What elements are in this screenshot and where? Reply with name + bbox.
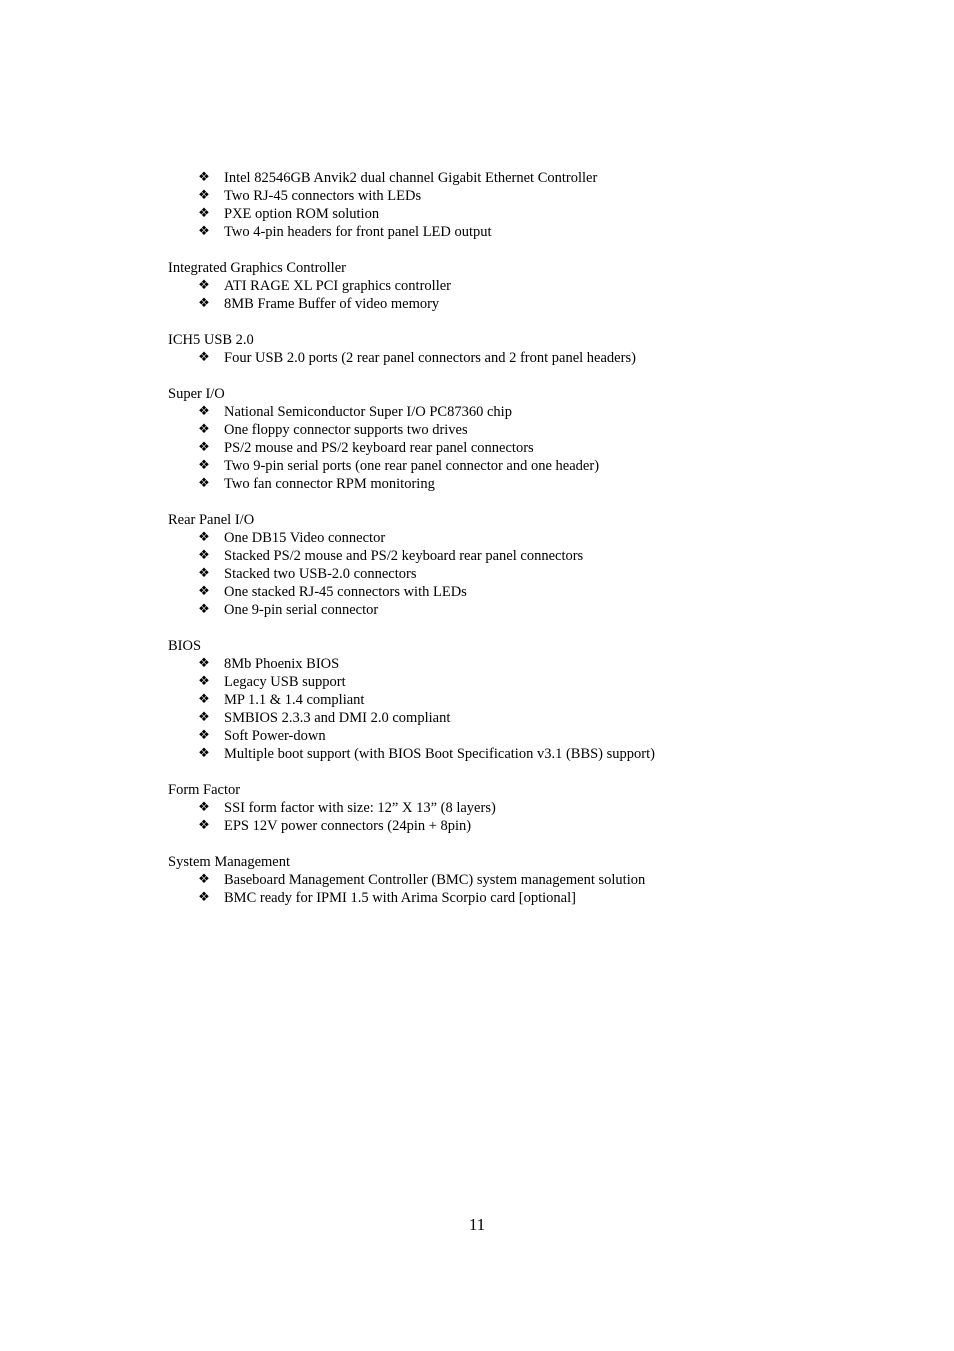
list-item bbox=[168, 529, 788, 547]
diamond-bullet-icon: ❖ bbox=[198, 224, 210, 239]
list-item-text: BMC ready for IPMI 1.5 with Arima Scorpio card [optional] bbox=[224, 890, 576, 906]
section-bios bbox=[168, 637, 788, 763]
list-item bbox=[168, 547, 788, 565]
list-item bbox=[168, 295, 788, 313]
diamond-bullet-icon: ❖ bbox=[198, 188, 210, 203]
list-item bbox=[168, 349, 788, 367]
list-item bbox=[168, 601, 788, 619]
diamond-bullet-icon: ❖ bbox=[198, 422, 210, 437]
diamond-bullet-icon: ❖ bbox=[198, 458, 210, 473]
list-item bbox=[168, 817, 788, 835]
page-number: 11 bbox=[468, 1215, 486, 1234]
list-item bbox=[168, 655, 788, 673]
list-item bbox=[168, 673, 788, 691]
list-item-text: Two 4-pin headers for front panel LED output bbox=[224, 224, 492, 240]
diamond-bullet-icon: ❖ bbox=[198, 476, 210, 491]
list-item-text: SSI form factor with size: 12” X 13” (8 layers) bbox=[224, 800, 496, 816]
list-item-text: EPS 12V power connectors (24pin + 8pin) bbox=[224, 818, 472, 834]
list-item-text: Stacked two USB-2.0 connectors bbox=[224, 566, 417, 582]
section-system-management bbox=[168, 853, 788, 907]
list-item bbox=[168, 475, 788, 493]
diamond-bullet-icon: ❖ bbox=[198, 800, 210, 815]
list-item-text: Two 9-pin serial ports (one rear panel connector and one header) bbox=[224, 458, 600, 474]
list-item bbox=[168, 169, 788, 187]
list-item-text: PS/2 mouse and PS/2 keyboard rear panel connectors bbox=[224, 440, 534, 456]
list-item-text: SMBIOS 2.3.3 and DMI 2.0 compliant bbox=[224, 710, 451, 726]
list-item-text: 8Mb Phoenix BIOS bbox=[224, 656, 340, 672]
list-item-text: Four USB 2.0 ports (2 rear panel connectors and 2 front panel headers) bbox=[224, 350, 636, 366]
list-item bbox=[168, 709, 788, 727]
list-item-text: One DB15 Video connector bbox=[224, 530, 386, 546]
list-item-text: PXE option ROM solution bbox=[224, 206, 380, 222]
list-item bbox=[168, 799, 788, 817]
diamond-bullet-icon: ❖ bbox=[198, 296, 210, 311]
list-item-text: Two fan connector RPM monitoring bbox=[224, 476, 435, 492]
diamond-bullet-icon: ❖ bbox=[198, 548, 210, 563]
diamond-bullet-icon: ❖ bbox=[198, 890, 210, 905]
list-item bbox=[168, 205, 788, 223]
list-item bbox=[168, 583, 788, 601]
section-title: Integrated Graphics Controller bbox=[168, 260, 346, 276]
diamond-bullet-icon: ❖ bbox=[198, 440, 210, 455]
section-title: Form Factor bbox=[168, 782, 241, 798]
diamond-bullet-icon: ❖ bbox=[198, 206, 210, 221]
diamond-bullet-icon: ❖ bbox=[198, 602, 210, 617]
section-integrated-graphics bbox=[168, 259, 788, 313]
diamond-bullet-icon: ❖ bbox=[198, 404, 210, 419]
diamond-bullet-icon: ❖ bbox=[198, 566, 210, 581]
diamond-bullet-icon: ❖ bbox=[198, 530, 210, 545]
list-item-text: One 9-pin serial connector bbox=[224, 602, 379, 618]
diamond-bullet-icon: ❖ bbox=[198, 584, 210, 599]
list-item-text: Intel 82546GB Anvik2 dual channel Gigabit Ethernet Controller bbox=[224, 170, 598, 186]
section-rear-panel-io bbox=[168, 511, 788, 619]
list-item bbox=[168, 403, 788, 421]
section-usb bbox=[168, 331, 788, 367]
list-item bbox=[168, 439, 788, 457]
list-item bbox=[168, 727, 788, 745]
diamond-bullet-icon: ❖ bbox=[198, 728, 210, 743]
section-super-io bbox=[168, 385, 788, 493]
list-item bbox=[168, 871, 788, 889]
section-title: BIOS bbox=[168, 638, 202, 654]
list-item-text: Stacked PS/2 mouse and PS/2 keyboard rear panel connectors bbox=[224, 548, 584, 564]
diamond-bullet-icon: ❖ bbox=[198, 674, 210, 689]
diamond-bullet-icon: ❖ bbox=[198, 818, 210, 833]
diamond-bullet-icon: ❖ bbox=[198, 656, 210, 671]
section-title: ICH5 USB 2.0 bbox=[168, 332, 254, 348]
ethernet-feature-list bbox=[168, 169, 788, 241]
diamond-bullet-icon: ❖ bbox=[198, 710, 210, 725]
section-title: Super I/O bbox=[168, 386, 225, 402]
diamond-bullet-icon: ❖ bbox=[198, 746, 210, 761]
document-body bbox=[168, 169, 788, 907]
list-item bbox=[168, 565, 788, 583]
list-item bbox=[168, 187, 788, 205]
list-item bbox=[168, 745, 788, 763]
list-item-text: One floppy connector supports two drives bbox=[224, 422, 468, 438]
list-item bbox=[168, 457, 788, 475]
list-item-text: 8MB Frame Buffer of video memory bbox=[224, 296, 440, 312]
list-item bbox=[168, 223, 788, 241]
diamond-bullet-icon: ❖ bbox=[198, 350, 210, 365]
diamond-bullet-icon: ❖ bbox=[198, 278, 210, 293]
section-title: System Management bbox=[168, 854, 291, 870]
section-title: Rear Panel I/O bbox=[168, 512, 255, 528]
list-item bbox=[168, 421, 788, 439]
list-item bbox=[168, 889, 788, 907]
list-item-text: MP 1.1 & 1.4 compliant bbox=[224, 692, 365, 708]
diamond-bullet-icon: ❖ bbox=[198, 692, 210, 707]
list-item-text: Two RJ-45 connectors with LEDs bbox=[224, 188, 422, 204]
list-item bbox=[168, 691, 788, 709]
list-item-text: ATI RAGE XL PCI graphics controller bbox=[224, 278, 451, 294]
list-item bbox=[168, 277, 788, 295]
list-item-text: Multiple boot support (with BIOS Boot Specification v3.1 (BBS) support) bbox=[224, 746, 655, 762]
list-item-text: One stacked RJ-45 connectors with LEDs bbox=[224, 584, 467, 600]
diamond-bullet-icon: ❖ bbox=[198, 170, 210, 185]
list-item-text: National Semiconductor Super I/O PC87360 chip bbox=[224, 404, 512, 420]
list-item-text: Baseboard Management Controller (BMC) system management solution bbox=[224, 872, 646, 888]
diamond-bullet-icon: ❖ bbox=[198, 872, 210, 887]
section-form-factor bbox=[168, 781, 788, 835]
list-item-text: Soft Power-down bbox=[224, 728, 326, 744]
list-item-text: Legacy USB support bbox=[224, 674, 346, 690]
